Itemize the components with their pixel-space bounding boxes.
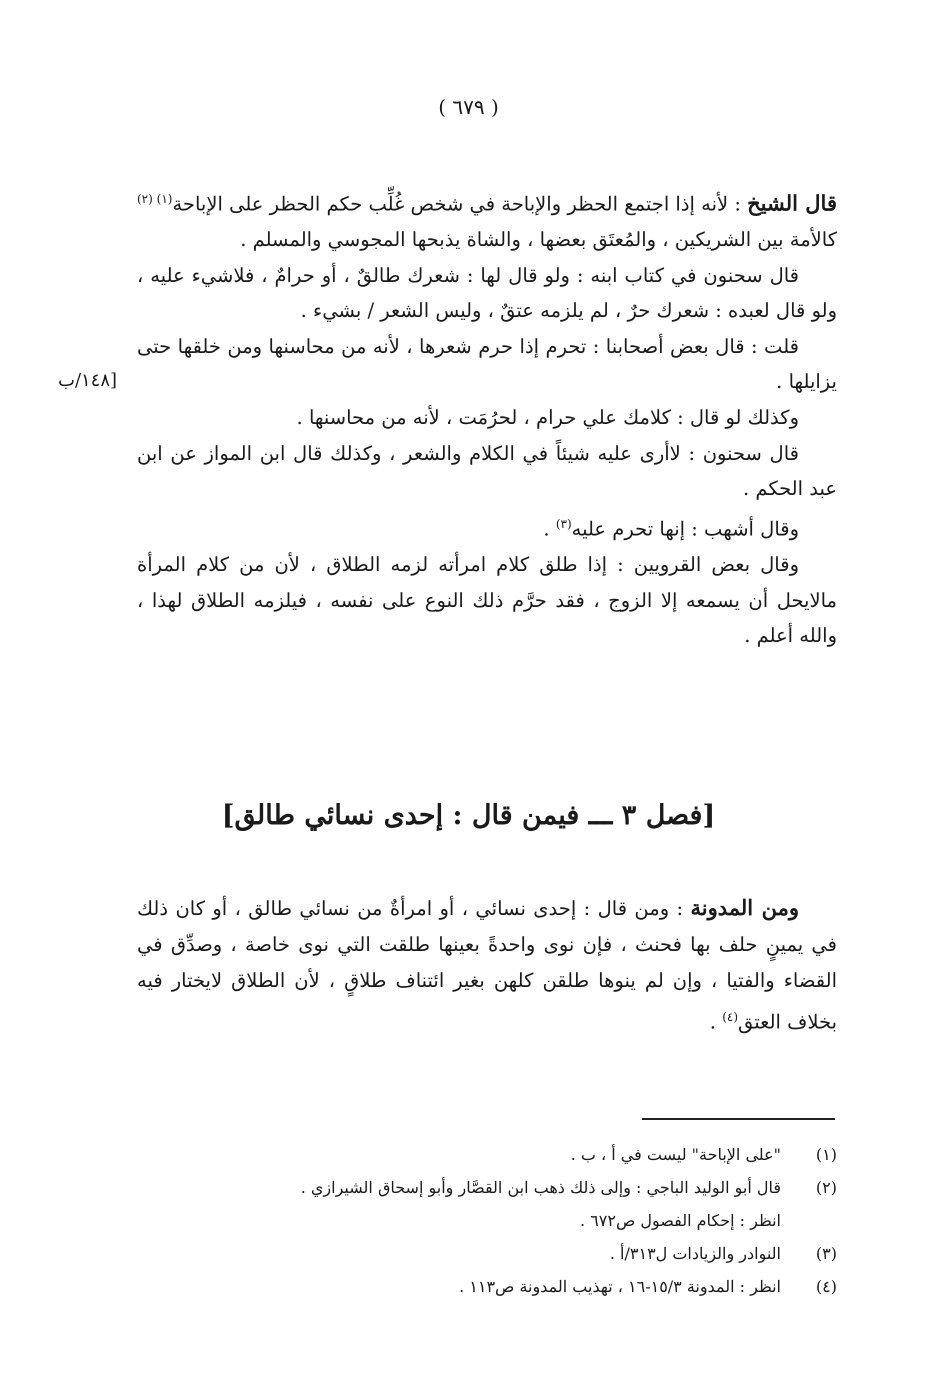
footnote-continuation bbox=[137, 1204, 837, 1237]
paragraph bbox=[137, 400, 837, 436]
footnote-ref: (٤) bbox=[722, 1010, 739, 1024]
paragraph bbox=[137, 436, 837, 507]
footnote-text: انظر : المدونة ١٥/٣-١٦ ، تهذيب المدونة ص١١٣ . bbox=[459, 1277, 781, 1296]
page-number: ( ٦٧٩ ) bbox=[438, 95, 499, 119]
footnote-number: (٣) bbox=[815, 1244, 837, 1263]
section-text bbox=[137, 890, 837, 1041]
paragraph-lead: ومن المدونة bbox=[690, 895, 800, 920]
paragraph-text: : لأنه إذا اجتمع الحظر والإباحة في شخص غُلِّب حكم الحظر على الإباحة bbox=[172, 192, 748, 216]
footnote-number: (٤) bbox=[815, 1277, 837, 1296]
section-heading: [فصل ٣ ـــ فيمن قال : إحدى نسائي طالق] bbox=[221, 800, 716, 831]
paragraph-tail: . bbox=[709, 1010, 723, 1034]
paragraph bbox=[137, 890, 837, 1041]
paragraph-text: قال سحنون في كتاب ابنه : ولو قال لها : شعرك طالقٌ ، أو حرامٌ ، فلاشيء عليه ، ولو قال لعبده : شعرك حرٌ ، لم يلزمه عتقٌ ، وليس الشعر / بشيء . bbox=[137, 263, 837, 323]
footnote bbox=[137, 1270, 837, 1303]
footnote bbox=[137, 1171, 837, 1204]
footnote-number: (١) bbox=[815, 1145, 837, 1164]
footnote-text: "على الإباحة" ليست في أ ، ب . bbox=[570, 1145, 781, 1164]
paragraph-text: وكذلك لو قال : كلامك علي حرام ، لحرُمَت ، لأنه من محاسنها . bbox=[296, 406, 799, 430]
paragraph-text: وقال بعض القرويين : إذا طلق كلام امرأته لزمه الطلاق ، لأن من كلام المرأة مالايحل أن يسمعه إلا الزوج ، فقد حرَّم ذلك النوع على نفسه ، فيلزمه الطلاق لهذا ، والله أعلم . bbox=[137, 552, 837, 648]
footnote-text: النوادر والزيادات ل٣١٣/أ . bbox=[609, 1244, 781, 1263]
footnotes bbox=[137, 1138, 837, 1303]
footnote-text: انظر : إحكام الفصول ص٦٧٢ . bbox=[579, 1211, 781, 1230]
footnote bbox=[137, 1138, 837, 1171]
footnote bbox=[137, 1237, 837, 1270]
footnote-number: (٢) bbox=[815, 1178, 837, 1197]
paragraph-text: قلت : قال بعض أصحابنا : تحرم إذا حرم شعرها ، لأنه من محاسنها ومن خلقها حتى يزايلها . bbox=[137, 334, 837, 394]
paragraph-tail: كالأمة بين الشريكين ، والمُعتَق بعضها ، والشاة يذبحها المجوسي والمسلم . bbox=[240, 228, 837, 252]
paragraph bbox=[137, 258, 837, 329]
footnote-ref: (١) (٢) bbox=[136, 192, 173, 206]
paragraph-text: قال سحنون : لاأرى عليه شيئاً في الكلام والشعر ، وكذلك قال ابن المواز عن ابن عبد الحكم . bbox=[137, 441, 837, 501]
body-text bbox=[137, 182, 837, 654]
paragraph-text: : ومن قال : إحدى نسائي ، أو امرأةٌ من نسائي طالق ، أو كان ذلك في يمينٍ حلف بها فحنث ، فإن نوى واحدةً بعينها طلقت التي نوى خاصة ، وصدِّق في القضاء والفتيا ، وإن لم ينوها طلقن كلهن بغير ائتناف طلاقٍ ، لأن الطلاق لايختار فيه بخلاف العتق bbox=[137, 897, 837, 1034]
paragraph bbox=[137, 507, 837, 547]
paragraph-text: وقال أشهب : إنها تحرم عليه bbox=[571, 517, 799, 541]
paragraph bbox=[137, 182, 837, 258]
paragraph bbox=[137, 547, 837, 654]
footnote-text: قال أبو الوليد الباجي : وإلى ذلك ذهب ابن القصَّار وأبو إسحاق الشيرازي . bbox=[300, 1178, 781, 1197]
paragraph bbox=[137, 329, 837, 400]
paragraph-tail: . bbox=[543, 517, 556, 541]
footnote-divider bbox=[642, 1118, 835, 1120]
folio-marker: [١٤٨/ب bbox=[58, 370, 118, 391]
footnote-ref: (٣) bbox=[555, 516, 572, 531]
paragraph-lead: قال الشيخ bbox=[747, 190, 837, 216]
